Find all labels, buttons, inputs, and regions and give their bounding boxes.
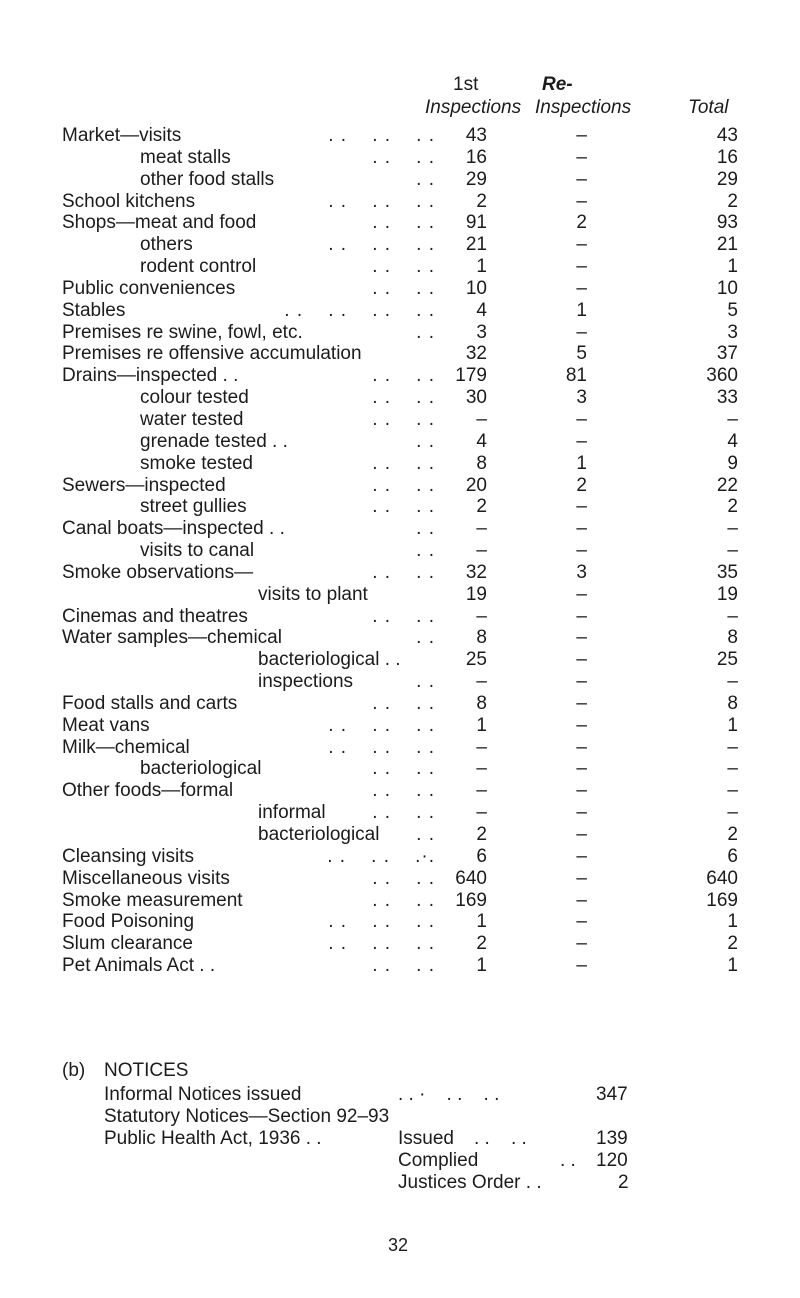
issued-dots: . . . . (474, 1128, 527, 1149)
re-inspections-cell: – (576, 168, 587, 190)
table-row (0, 300, 800, 322)
table-row (0, 343, 800, 365)
row-label: Meat vans (62, 714, 150, 736)
re-inspections-cell: – (576, 277, 587, 299)
table-row (0, 322, 800, 344)
re-inspections-cell: – (576, 125, 587, 146)
row-label: rodent control (140, 256, 257, 278)
table-row (0, 584, 800, 606)
re-inspections-cell: – (576, 190, 587, 212)
table-row (0, 387, 800, 409)
first-inspections-cell: 2 (476, 496, 487, 518)
row-leader-dots: . . . . (372, 802, 435, 824)
total-cell: 93 (716, 212, 738, 234)
first-inspections-cell: 8 (476, 452, 487, 474)
total-cell: 640 (706, 867, 738, 889)
total-cell: 1 (727, 955, 738, 977)
table-row (0, 365, 800, 387)
table-row (0, 234, 800, 256)
table-row (0, 671, 800, 693)
justices-order-label: Justices Order . . (398, 1172, 542, 1193)
re-inspections-cell: – (576, 583, 587, 605)
row-label: inspections (258, 671, 354, 693)
first-inspections-cell: 1 (476, 911, 487, 933)
total-cell: 169 (706, 889, 738, 911)
row-label: smoke tested (140, 452, 253, 474)
total-cell: 2 (727, 496, 738, 518)
row-leader-dots: . . . . (372, 780, 435, 802)
row-label: Milk—chemical (62, 736, 190, 758)
table-row (0, 933, 800, 955)
table-row (0, 212, 800, 234)
row-leader-dots: . . . . (372, 955, 435, 977)
re-inspections-cell: – (576, 911, 587, 933)
table-row (0, 518, 800, 540)
issued-label: Issued (398, 1128, 454, 1149)
row-label: others (140, 234, 193, 256)
first-inspections-cell: 20 (465, 474, 487, 496)
table-row (0, 278, 800, 300)
row-leader-dots: . . (416, 430, 435, 452)
table-row (0, 169, 800, 191)
re-inspections-cell: – (576, 627, 587, 649)
row-label: street gullies (140, 496, 247, 518)
re-inspections-cell: – (576, 802, 587, 824)
row-leader-dots: . . . . (372, 561, 435, 583)
row-leader-dots: . . . . (372, 408, 435, 430)
table-row (0, 737, 800, 759)
table-row (0, 824, 800, 846)
header-first-line1: 1st (453, 74, 479, 95)
header-re-line2: Inspections (535, 97, 632, 118)
row-label: Other foods—formal (62, 780, 234, 802)
row-leader-dots: . . . . (372, 365, 435, 387)
re-inspections-cell: 1 (576, 299, 587, 321)
re-inspections-cell: – (576, 889, 587, 911)
row-label: Miscellaneous visits (62, 867, 230, 889)
justices-order-value: 2 (618, 1172, 629, 1193)
table-row (0, 147, 800, 169)
re-inspections-cell: – (576, 736, 587, 758)
row-label: Slum clearance (62, 933, 193, 955)
re-inspections-cell: – (576, 540, 587, 562)
total-cell: 43 (716, 125, 738, 146)
row-label: Public conveniences (62, 277, 236, 299)
total-cell: – (727, 540, 738, 562)
re-inspections-cell: 2 (576, 474, 587, 496)
re-inspections-cell: – (576, 714, 587, 736)
first-inspections-cell: 8 (476, 692, 487, 714)
row-label: other food stalls (140, 168, 275, 190)
first-inspections-cell: – (476, 780, 487, 802)
re-inspections-cell: 3 (576, 561, 587, 583)
re-inspections-cell: 2 (576, 212, 587, 234)
total-cell: 37 (716, 343, 738, 365)
re-inspections-cell: – (576, 955, 587, 977)
re-inspections-cell: – (576, 321, 587, 343)
notices-heading: NOTICES (104, 1060, 189, 1081)
row-label: Food stalls and carts (62, 692, 238, 714)
row-label: Premises re offensive accumulation (62, 343, 362, 365)
row-leader-dots: . . . . (372, 452, 435, 474)
row-leader-dots: . . . . (372, 474, 435, 496)
first-inspections-cell: – (476, 802, 487, 824)
row-leader-dots: . . . . (372, 496, 435, 518)
table-row (0, 562, 800, 584)
row-label: colour tested (140, 387, 249, 409)
total-cell: 6 (727, 845, 738, 867)
row-label: Cinemas and theatres (62, 605, 248, 627)
row-leader-dots: . . (416, 540, 435, 562)
re-inspections-cell: – (576, 845, 587, 867)
total-cell: 22 (716, 474, 738, 496)
total-cell: 29 (716, 168, 738, 190)
complied-label: Complied (398, 1150, 479, 1171)
row-leader-dots: . . (416, 518, 435, 540)
first-inspections-cell: 640 (455, 867, 487, 889)
re-inspections-cell: – (576, 671, 587, 693)
total-cell: 1 (727, 911, 738, 933)
table-row (0, 540, 800, 562)
row-label: Sewers—inspected (62, 474, 226, 496)
re-inspections-cell: – (576, 758, 587, 780)
total-cell: 1 (727, 256, 738, 278)
table-row (0, 649, 800, 671)
total-cell: 360 (706, 365, 738, 387)
page-number: 32 (388, 1235, 409, 1255)
informal-notices-dots: . . · . . . . (398, 1084, 500, 1105)
row-label: Stables (62, 299, 126, 321)
row-label: Shops—meat and food (62, 212, 257, 234)
row-label: informal (258, 802, 326, 824)
table-row (0, 758, 800, 780)
row-leader-dots: . . . . . . (328, 911, 435, 933)
table-row (0, 431, 800, 453)
table-row (0, 453, 800, 475)
row-leader-dots: . . . . . . (328, 190, 435, 212)
first-inspections-cell: 6 (476, 845, 487, 867)
complied-dots: . . (560, 1150, 576, 1171)
total-cell: 4 (727, 430, 738, 452)
row-label: Drains—inspected . . (62, 365, 239, 387)
re-inspections-cell: – (576, 933, 587, 955)
row-label: grenade tested . . (140, 430, 288, 452)
row-leader-dots: . . . . (372, 212, 435, 234)
first-inspections-cell: 30 (465, 387, 487, 409)
table-row (0, 606, 800, 628)
first-inspections-cell: 3 (476, 321, 487, 343)
table-row (0, 125, 800, 147)
row-leader-dots: . . (416, 168, 435, 190)
row-leader-dots: . . (416, 321, 435, 343)
first-inspections-cell: 2 (476, 933, 487, 955)
header-re-line1: Re- (542, 74, 573, 95)
table-row (0, 191, 800, 213)
total-cell: 25 (716, 649, 738, 671)
total-cell: – (727, 780, 738, 802)
row-leader-dots: . . . . (372, 146, 435, 168)
first-inspections-cell: 8 (476, 627, 487, 649)
first-inspections-cell: – (476, 671, 487, 693)
first-inspections-cell: 21 (465, 234, 487, 256)
total-cell: 3 (727, 321, 738, 343)
first-inspections-cell: – (476, 758, 487, 780)
row-label: Cleansing visits (62, 845, 194, 867)
row-leader-dots: . . . . . . (328, 125, 435, 146)
first-inspections-cell: 19 (465, 583, 487, 605)
informal-notices-value: 347 (596, 1084, 628, 1105)
row-label: bacteriological . . (258, 649, 401, 671)
row-label: Premises re swine, fowl, etc. (62, 321, 303, 343)
first-inspections-cell: 25 (465, 649, 487, 671)
inspections-table (0, 125, 800, 977)
complied-value: 120 (596, 1150, 628, 1171)
total-cell: – (727, 758, 738, 780)
public-health-act-label: Public Health Act, 1936 . . (104, 1128, 322, 1149)
re-inspections-cell: – (576, 146, 587, 168)
total-cell: 9 (727, 452, 738, 474)
first-inspections-cell: 16 (465, 146, 487, 168)
row-leader-dots: . . . . (372, 387, 435, 409)
table-row (0, 890, 800, 912)
re-inspections-cell: 5 (576, 343, 587, 365)
row-label: bacteriological (258, 824, 380, 845)
issued-value: 139 (596, 1128, 628, 1149)
total-cell: 5 (727, 299, 738, 321)
row-leader-dots: . . . . . . (328, 933, 435, 955)
re-inspections-cell: 3 (576, 387, 587, 409)
first-inspections-cell: – (476, 408, 487, 430)
row-label: bacteriological (140, 758, 262, 780)
first-inspections-cell: 2 (476, 190, 487, 212)
row-label: Water samples—chemical (62, 627, 282, 649)
row-leader-dots: . . (416, 627, 435, 649)
row-leader-dots: . . . . . . (328, 736, 435, 758)
row-leader-dots: . . . . (372, 277, 435, 299)
row-label: Smoke observations— (62, 561, 254, 583)
first-inspections-cell: 1 (476, 256, 487, 278)
total-cell: 16 (716, 146, 738, 168)
first-inspections-cell: 29 (465, 168, 487, 190)
row-label: Smoke measurement (62, 889, 243, 911)
re-inspections-cell: 81 (565, 365, 587, 387)
table-row (0, 802, 800, 824)
re-inspections-cell: – (576, 256, 587, 278)
total-cell: 35 (716, 561, 738, 583)
total-cell: – (727, 605, 738, 627)
first-inspections-cell: 32 (465, 343, 487, 365)
row-label: Food Poisoning (62, 911, 195, 933)
row-label: School kitchens (62, 190, 196, 212)
re-inspections-cell: – (576, 867, 587, 889)
row-leader-dots: . . . . . . . . (284, 299, 435, 321)
total-cell: 10 (716, 277, 738, 299)
first-inspections-cell: 10 (465, 277, 487, 299)
first-inspections-cell: 32 (465, 561, 487, 583)
re-inspections-cell: – (576, 518, 587, 540)
row-leader-dots: . . . . (372, 256, 435, 278)
first-inspections-cell: – (476, 518, 487, 540)
row-leader-dots: . . . . (372, 692, 435, 714)
total-cell: – (727, 518, 738, 540)
row-label: Market—visits (62, 125, 182, 146)
total-cell: 19 (716, 583, 738, 605)
table-row (0, 846, 800, 868)
total-cell: – (727, 802, 738, 824)
re-inspections-cell: – (576, 430, 587, 452)
table-row (0, 627, 800, 649)
first-inspections-cell: 4 (476, 430, 487, 452)
table-row (0, 475, 800, 497)
re-inspections-cell: – (576, 496, 587, 518)
first-inspections-cell: 2 (476, 824, 487, 845)
row-leader-dots: . . . . (372, 889, 435, 911)
re-inspections-cell: – (576, 408, 587, 430)
total-cell: – (727, 408, 738, 430)
first-inspections-cell: 91 (465, 212, 487, 234)
table-row (0, 496, 800, 518)
row-label: meat stalls (140, 146, 231, 168)
table-row (0, 715, 800, 737)
total-cell: 33 (716, 387, 738, 409)
row-label: Pet Animals Act . . (62, 955, 216, 977)
first-inspections-cell: 4 (476, 299, 487, 321)
total-cell: 2 (727, 824, 738, 845)
row-leader-dots: . . . . (372, 605, 435, 627)
row-leader-dots: . . . . . . (328, 234, 435, 256)
total-cell: – (727, 671, 738, 693)
informal-notices-label: Informal Notices issued (104, 1084, 302, 1105)
total-cell: 8 (727, 627, 738, 649)
total-cell: 21 (716, 234, 738, 256)
total-cell: 8 (727, 692, 738, 714)
header-total: Total (688, 97, 729, 118)
row-label: visits to canal (140, 540, 255, 562)
first-inspections-cell: 1 (476, 955, 487, 977)
table-row (0, 955, 800, 977)
first-inspections-cell: 179 (455, 365, 487, 387)
first-inspections-cell: 43 (465, 125, 487, 146)
first-inspections-cell: – (476, 540, 487, 562)
re-inspections-cell: – (576, 605, 587, 627)
re-inspections-cell: 1 (576, 452, 587, 474)
row-label: Canal boats—inspected . . (62, 518, 285, 540)
table-row (0, 256, 800, 278)
re-inspections-cell: – (576, 234, 587, 256)
first-inspections-cell: – (476, 605, 487, 627)
row-label: water tested (140, 408, 244, 430)
row-leader-dots: . . . . . . (328, 714, 435, 736)
header-first-line2: Inspections (425, 97, 522, 118)
notices-marker: (b) (62, 1060, 86, 1081)
row-label: visits to plant (258, 583, 368, 605)
total-cell: 2 (727, 933, 738, 955)
row-leader-dots: . . (416, 671, 435, 693)
total-cell: 1 (727, 714, 738, 736)
re-inspections-cell: – (576, 692, 587, 714)
table-row (0, 693, 800, 715)
first-inspections-cell: – (476, 736, 487, 758)
total-cell: – (727, 736, 738, 758)
re-inspections-cell: – (576, 649, 587, 671)
first-inspections-cell: 169 (455, 889, 487, 911)
statutory-notices-label: Statutory Notices—Section 92–93 (104, 1106, 390, 1127)
table-row (0, 911, 800, 933)
row-leader-dots: . . (416, 824, 435, 845)
table-row (0, 409, 800, 431)
total-cell: 2 (727, 190, 738, 212)
re-inspections-cell: – (576, 824, 587, 845)
table-row (0, 780, 800, 802)
row-leader-dots: . . . . (372, 867, 435, 889)
row-leader-dots: . . . . (372, 758, 435, 780)
table-row (0, 868, 800, 890)
re-inspections-cell: – (576, 780, 587, 802)
row-leader-dots: . . . . .·. (327, 845, 435, 867)
first-inspections-cell: 1 (476, 714, 487, 736)
